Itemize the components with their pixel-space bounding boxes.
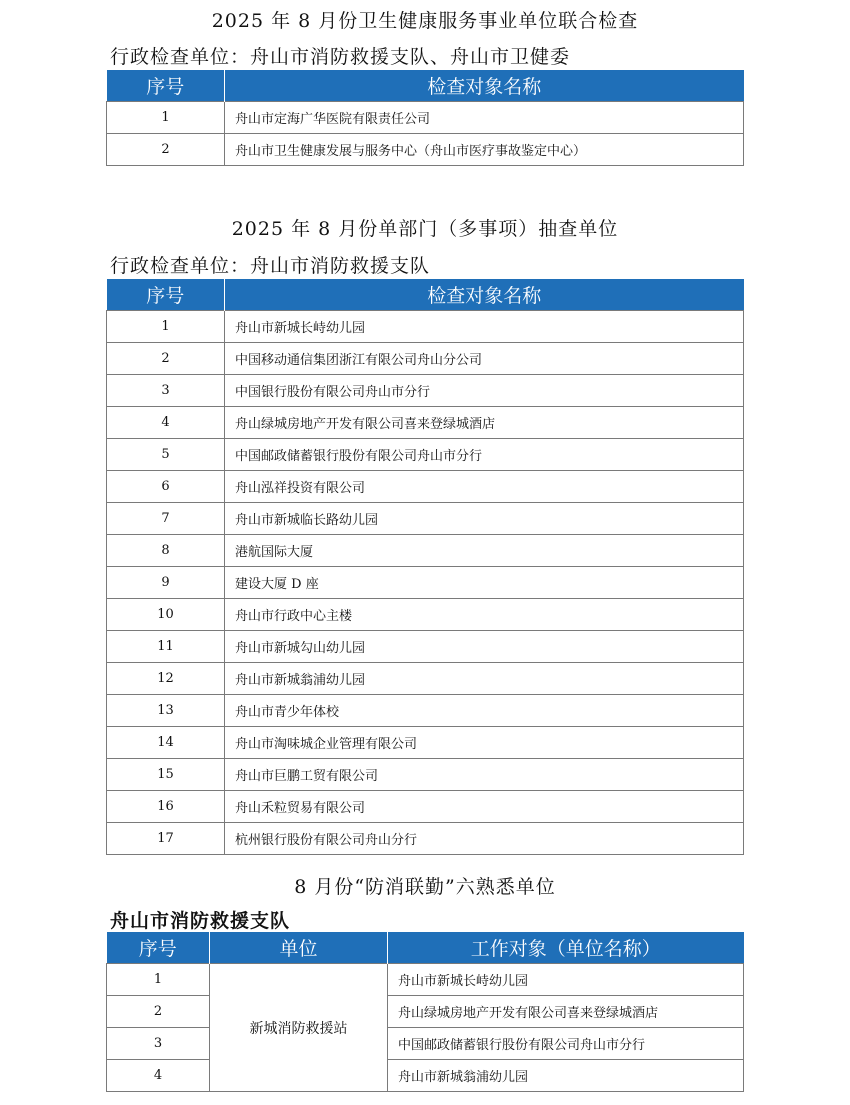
row-name: 中国邮政储蓄银行股份有限公司舟山市分行: [225, 439, 744, 471]
row-no: 9: [107, 567, 225, 599]
row-name: 中国邮政储蓄银行股份有限公司舟山市分行: [388, 1028, 744, 1060]
section3-title: 8 月份“防消联勤”六熟悉单位: [294, 876, 556, 898]
section2-table: [106, 279, 744, 855]
table-row: [107, 1060, 744, 1092]
row-name: 建设大厦 D 座: [225, 567, 744, 599]
table-row: [107, 439, 744, 471]
header-unit: 单位: [210, 932, 388, 964]
row-name: 杭州银行股份有限公司舟山分行: [225, 823, 744, 855]
section3-header-row: [107, 932, 744, 964]
header-name: 检查对象名称: [225, 70, 744, 102]
row-name: 舟山禾粒贸易有限公司: [225, 791, 744, 823]
row-name: 舟山市卫生健康发展与服务中心（舟山市医疗事故鉴定中心）: [225, 134, 744, 166]
section1-header-row: [107, 70, 744, 102]
row-no: 6: [107, 471, 225, 503]
row-no: 1: [107, 964, 210, 996]
section2-unit-line: 行政检查单位：舟山市消防救援支队: [110, 255, 431, 277]
section1-title: 2025 年 8 月份卫生健康服务事业单位联合检查: [211, 10, 639, 32]
row-name: 舟山市青少年体校: [225, 695, 744, 727]
row-no: 17: [107, 823, 225, 855]
table-row: [107, 759, 744, 791]
row-no: 2: [107, 996, 210, 1028]
table-row: [107, 535, 744, 567]
row-name: 中国移动通信集团浙江有限公司舟山分公司: [225, 343, 744, 375]
section1-unit-line: 行政检查单位：舟山市消防救援支队、舟山市卫健委: [110, 46, 571, 68]
header-no: 序号: [107, 932, 210, 964]
row-no: 12: [107, 663, 225, 695]
table-row: [107, 964, 744, 996]
row-no: 2: [107, 343, 225, 375]
table-row: [107, 823, 744, 855]
table-row: [107, 311, 744, 343]
row-no: 10: [107, 599, 225, 631]
row-name: 舟山市新城长峙幼儿园: [388, 964, 744, 996]
row-name: 舟山泓祥投资有限公司: [225, 471, 744, 503]
table-row: [107, 134, 744, 166]
row-name: 舟山市行政中心主楼: [225, 599, 744, 631]
row-name: 舟山市新城勾山幼儿园: [225, 631, 744, 663]
row-no: 5: [107, 439, 225, 471]
section3-unit-line: 舟山市消防救援支队: [110, 910, 291, 932]
row-no: 16: [107, 791, 225, 823]
row-no: 3: [107, 375, 225, 407]
row-name: 港航国际大厦: [225, 535, 744, 567]
table-row: [107, 695, 744, 727]
section2-title: 2025 年 8 月份单部门（多事项）抽查单位: [231, 218, 619, 240]
row-no: 1: [107, 311, 225, 343]
row-no: 14: [107, 727, 225, 759]
table-row: [107, 1028, 744, 1060]
row-name: 舟山市新城临长路幼儿园: [225, 503, 744, 535]
header-name: 检查对象名称: [225, 279, 744, 311]
section2-header-row: [107, 279, 744, 311]
row-name: 舟山市新城长峙幼儿园: [225, 311, 744, 343]
header-no: 序号: [107, 70, 225, 102]
table-row: [107, 663, 744, 695]
table-row: [107, 727, 744, 759]
table-row: [107, 375, 744, 407]
row-name: 舟山市新城翁浦幼儿园: [225, 663, 744, 695]
table-row: [107, 996, 744, 1028]
table-row: [107, 503, 744, 535]
row-no: 2: [107, 134, 225, 166]
table-row: [107, 631, 744, 663]
row-name: 舟山市新城翁浦幼儿园: [388, 1060, 744, 1092]
table-row: [107, 599, 744, 631]
row-no: 1: [107, 102, 225, 134]
row-no: 11: [107, 631, 225, 663]
section1-table: [106, 70, 744, 166]
row-name: 舟山市定海广华医院有限责任公司: [225, 102, 744, 134]
table-row: [107, 791, 744, 823]
row-no: 8: [107, 535, 225, 567]
table-row: [107, 102, 744, 134]
row-no: 7: [107, 503, 225, 535]
row-no: 4: [107, 1060, 210, 1092]
row-name: 舟山市淘味城企业管理有限公司: [225, 727, 744, 759]
row-no: 3: [107, 1028, 210, 1060]
row-no: 13: [107, 695, 225, 727]
row-no: 4: [107, 407, 225, 439]
header-target: 工作对象（单位名称）: [388, 932, 744, 964]
row-name: 舟山绿城房地产开发有限公司喜来登绿城酒店: [225, 407, 744, 439]
table-row: [107, 567, 744, 599]
row-no: 15: [107, 759, 225, 791]
row-name: 舟山市巨鹏工贸有限公司: [225, 759, 744, 791]
table-row: [107, 407, 744, 439]
row-name: 中国银行股份有限公司舟山市分行: [225, 375, 744, 407]
header-no: 序号: [107, 279, 225, 311]
unit-cell: 新城消防救援站: [210, 964, 388, 1092]
table-row: [107, 343, 744, 375]
section3-table: [106, 932, 744, 1092]
table-row: [107, 471, 744, 503]
row-name: 舟山绿城房地产开发有限公司喜来登绿城酒店: [388, 996, 744, 1028]
